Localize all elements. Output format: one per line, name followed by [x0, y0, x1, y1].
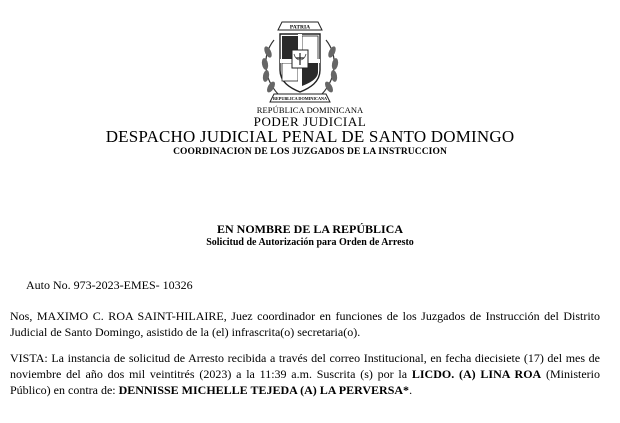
svg-text:PATRIA: PATRIA [289, 24, 311, 31]
coordination-subtitle: COORDINACION DE LOS JUZGADOS DE LA INSTRUCCION [173, 147, 447, 157]
vista-text-3: . [409, 383, 413, 397]
vista-text-1: VISTA: La instancia de solicitud de Arresto recibida a través del correo Institucional, en fecha diecisiete (17) del mes de noviembre del año dos mil veintitrés (2023) a la 11:39 a.m. Suscrita (s) por la [10, 351, 600, 381]
coat-of-arms-seal [252, 10, 348, 108]
vista-text-2: (Ministerio Público) en contra de: [10, 367, 600, 397]
auto-number: Auto No. 973-2023-EMES- 10326 [26, 278, 193, 292]
judicial-power-label: PODER JUDICIAL [253, 114, 367, 129]
office-title: DESPACHO JUDICIAL PENAL DE SANTO DOMINGO [105, 127, 515, 146]
svg-text:REPUBLICA DOMINICANA: REPUBLICA DOMINICANA [272, 96, 328, 101]
document-heading: EN NOMBRE DE LA REPÚBLICA [216, 222, 404, 236]
paragraph-vista [10, 350, 600, 398]
document-subheading: Solicitud de Autorización para Orden de Arresto [206, 237, 414, 248]
signer-name: LICDO. (A) LINA ROA [411, 367, 542, 381]
paragraph-judge-intro: Nos, MAXIMO C. ROA SAINT-HILAIRE, Juez coordinador en funciones de los Juzgados de Instrucción del Distrito Judicial de Santo Domingo, asistido de la (el) infrascrita(o) secretaria(o). [10, 309, 600, 339]
accused-name: DENNISSE MICHELLE TEJEDA (A) LA PERVERSA* [118, 383, 410, 397]
republic-label: REPÚBLICA DOMINICANA [256, 105, 364, 115]
